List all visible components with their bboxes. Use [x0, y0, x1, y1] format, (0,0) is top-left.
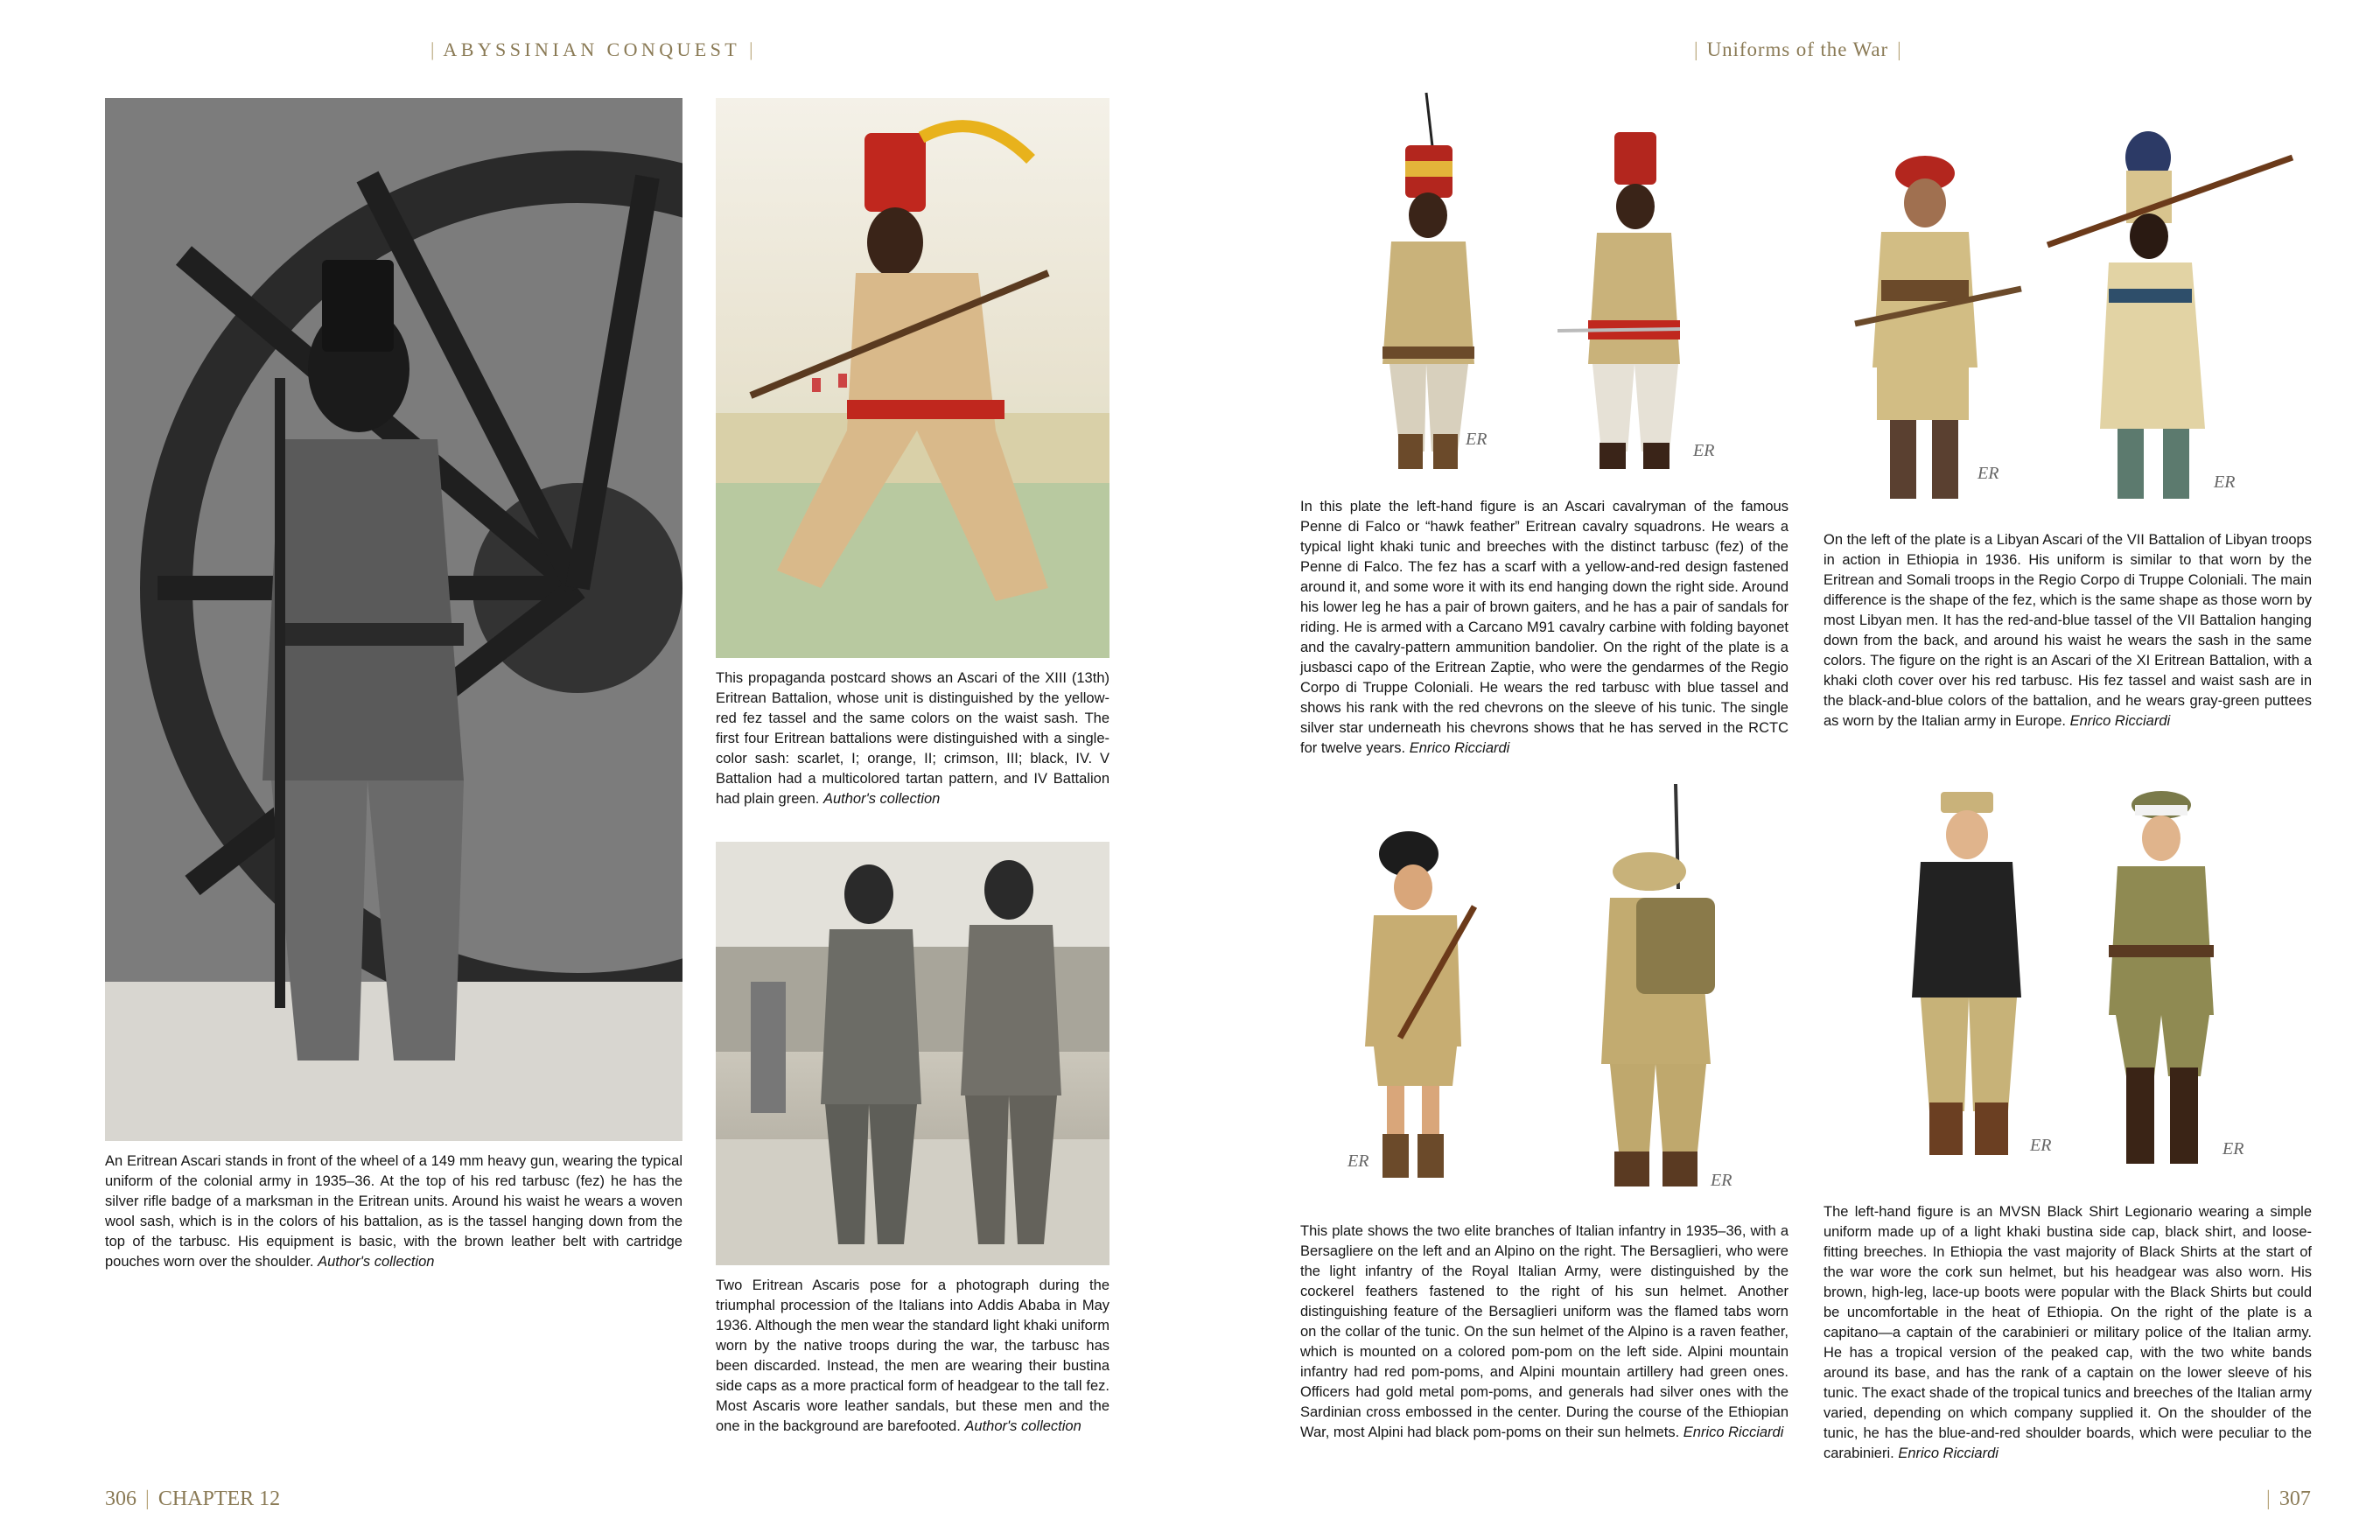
caption-propaganda-postcard: This propaganda postcard shows an Ascari of the XIII (13th) Eritrean Battalion, whose unit is distinguished by the yellow-red fez tassel and the same colors on the waist sash. The first four Eritrean battalions were distinguished with a single-color sash: scarlet, I; orange, II; crimson, III; black, IV. V Battalion had a multicolored tartan pattern, and IV Battalion had plain green. Author's collection: [716, 670, 1110, 807]
folio-right: | 307: [2266, 1488, 2311, 1510]
plate-bersagliere-alpino: [1312, 784, 1802, 1204]
artist-signature: ER: [1693, 441, 1715, 460]
photo-ascari-gun-wheel: [105, 98, 682, 1141]
plate-blackshirt-carabiniere: [1838, 779, 2328, 1181]
artist-signature: ER: [1978, 464, 1999, 483]
plate-cavalry-zaptie: [1295, 84, 1802, 486]
caption-two-ascaris: Two Eritrean Ascaris pose for a photograph during the triumphal procession of the Italians into Addis Ababa in May 1936. Although the men wear the standard light khaki uniform worn by the native troops during the war, the tarbusc has been discarded. Instead, the men are wearing their bustina side caps as a more practical form of headgear to the tall fez. Most Ascaris wore leather sandals, but these men and the one in the background are barefooted. Author's collection: [716, 1278, 1110, 1434]
caption-plate-cavalry: In this plate the left-hand figure is an Ascari cavalryman of the famous Penne di Falco or “hawk feather” Eritrean cavalry squadrons. He wears a typical light khaki tunic and breeches with the distinct tarbusc (fez) of the Penne di Falco. The fez has a scarf with a yellow-and-red design fastened around it, and some wore it with its end hanging down the right side. Around his lower leg he has a pair of brown gaiters, and he has a pair of sandals for riding. He is armed with a Carcano M91 cavalry carbine with folding bayonet and the cavalry-pattern ammunition bandolier. On the right of the plate is a jusbasci capo of the Eritrean Zaptie, who were the gendarmes of the Regio Corpo di Truppe Coloniali. He wears the red tarbusc with blue tassel and shows his rank with the red chevrons on the sleeve of his tunic. The single silver star underneath his chevrons shows that he has served in the RCTC for twelve years. Enrico Ricciardi: [1300, 499, 1788, 756]
caption-plate-libyan: On the left of the plate is a Libyan Ascari of the VII Battalion of Libyan troops in action in Ethiopia in 1936. His uniform is similar to that worn by the Eritrean and Somali troops in the Regio Corpo di Truppe Coloniali. The main difference is the shape of the fez, which is the same shape as those worn by most Libyan men. It has the red-and-blue tassel of the VII Battalion hanging down from the back, and around his waist he wears the sash in the same colors. The figure on the right is an Ascari of the XI Eritrean Battalion, with a khaki cloth cover over his red tarbusc. His fez tassel and waist sash are in the black-and-blue colors of the battalion, and he wears gray-green puttees as worn by the Italian army in Europe. Enrico Ricciardi: [1824, 532, 2312, 729]
plate-libyan-eritrean: [1838, 105, 2328, 516]
artist-signature: ER: [1466, 430, 1488, 449]
artist-signature: ER: [2214, 472, 2236, 492]
caption-plate-blackshirt: The left-hand figure is an MVSN Black Shirt Legionario wearing a simple uniform made up of a light khaki bustina side cap, black shirt, and loose-fitting breeches. In Ethiopia the vast majority of Black Shirts at the start of the war wore the cork sun helmet, but his headgear was also worn. His brown, high-leg, lace-up boots were popular with the Black Shirts but could be uncomfortable in the heat of Ethiopia. On the right of the plate is a capitano—a captain of the carabinieri or military police of the Italian army. He has a tropical version of the peaked cap, with the two white bands around its base, and has the rank of a captain on the lower sleeve of his tunic. The exact shade of the tropical tunics and breeches of the Italian army varied, depending on which company supplied it. On the shoulder of the tunic, he has the blue-and-red shoulder boards, which were peculiar to the carabinieri. Enrico Ricciardi: [1824, 1204, 2312, 1461]
caption-plate-infantry: This plate shows the two elite branches of Italian infantry in 1935–36, with a Bersagliere on the left and an Alpino on the right. The Bersaglieri, who were the light infantry of the Royal Italian Army, were distinguished by the cockerel feathers fastened to the right of his sun helmet. Another distinguishing feature of the Bersaglieri uniform was the flamed tabs worn on the collar of the tunic. On the sun helmet of the Alpino is a raven feather, which is mounted on a colored pom-pom on the left side. Alpini mountain infantry had red pom-poms, and Alpini mountain artillery had green ones. Officers had gold metal pom-poms, and generals had silver ones with the Sardinian cross embossed in the center. During the course of the Ethiopian War, most Alpini had black pom-poms on their sun helmets. Enrico Ricciardi: [1300, 1223, 1788, 1440]
photo-two-ascaris: [716, 842, 1110, 1265]
artist-signature: ER: [2030, 1136, 2052, 1155]
artist-signature: ER: [2222, 1139, 2244, 1158]
artist-signature: ER: [1348, 1152, 1369, 1171]
photo-propaganda-postcard: [716, 98, 1110, 658]
running-header-left: | ABYSSINIAN CONQUEST |: [430, 38, 753, 60]
artist-signature: ER: [1711, 1171, 1732, 1190]
caption-ascari-gun-wheel: An Eritrean Ascari stands in front of the wheel of a 149 mm heavy gun, wearing the typical uniform of the colonial army in 1935–36. At the top of his red tarbusc (fez) he has the silver rifle badge of a marksman in the Eritrean units. Around his waist he wears a woven wool sash, which is in the colors of his battalion, as is the tassel hanging down from the top of the tarbusc. His equipment is basic, with the brown leather belt with cartridge pouches worn over the shoulder. Author's collection: [105, 1153, 682, 1270]
running-header-right: | Uniforms of the War |: [1694, 38, 1901, 60]
folio-left: 306 | CHAPTER 12: [105, 1488, 281, 1510]
